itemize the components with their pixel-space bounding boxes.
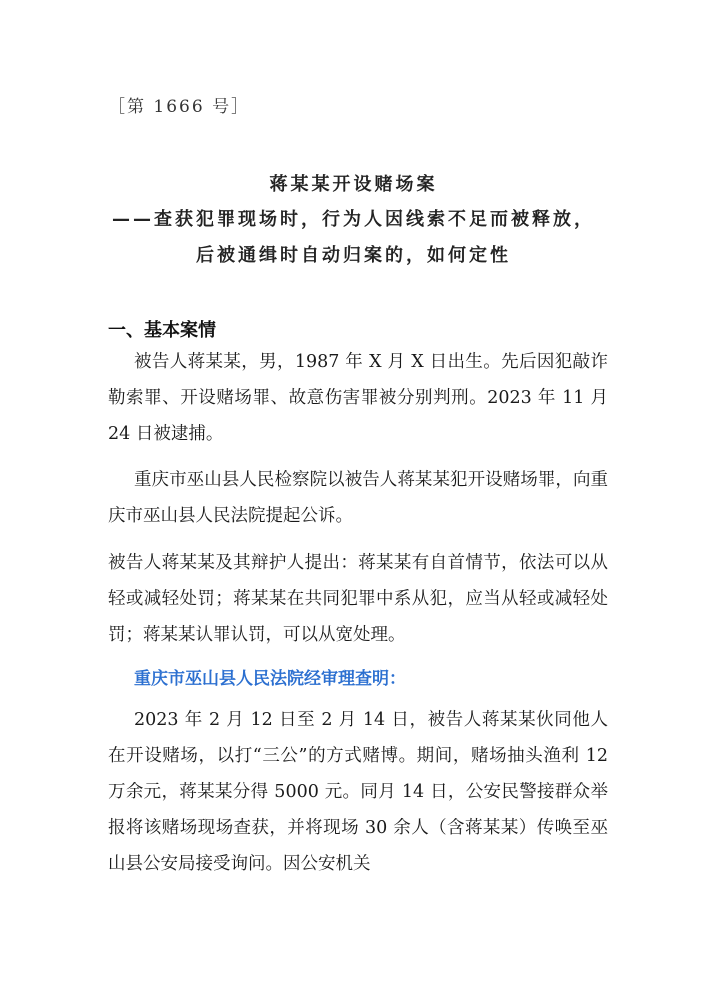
section-heading: 一、基本案情 <box>108 320 216 341</box>
court-findings-heading: 重庆市巫山县人民法院经审理查明： <box>134 669 406 689</box>
case-number: ［第 1666 号］ <box>108 97 251 117</box>
paragraph-defense: 被告人蒋某某及其辩护人提出：蒋某某有自首情节，依法可以从轻或减轻处罚；蒋某某在共同犯罪中系从犯，应当从轻或减轻处罚；蒋某某认罪认罚，可以从宽处理。 <box>108 553 608 645</box>
case-subtitle-line-1: ——查获犯罪现场时，行为人因线索不足而被释放， <box>112 209 595 230</box>
paragraph-court-findings: 2023 年 2 月 12 日至 2 月 14 日，被告人蒋某某伙同他人在开设赌场，以打“三公”的方式赌博。期间，赌场抽头渔利 12 万余元，蒋某某分得 5000 元。同月 14 日，公安民警接群众举报将该赌场现场查获，并将现场 30 余人（含蒋某某）传唤至巫山县公安局接受询问。因公安机关 <box>108 710 608 874</box>
paragraph-prosecution: 重庆市巫山县人民检察院以被告人蒋某某犯开设赌场罪，向重庆市巫山县人民法院提起公诉。 <box>108 470 608 526</box>
case-subtitle-line-2: 后被通缉时自动归案的，如何定性 <box>196 245 511 266</box>
case-title: 蒋某某开设赌场案 <box>269 174 438 195</box>
paragraph-defendant-info: 被告人蒋某某，男，1987 年 X 月 X 日出生。先后因犯敲诈勒索罪、开设赌场罪、故意伤害罪被分别判刑。2023 年 11 月 24 日被逮捕。 <box>108 352 608 444</box>
